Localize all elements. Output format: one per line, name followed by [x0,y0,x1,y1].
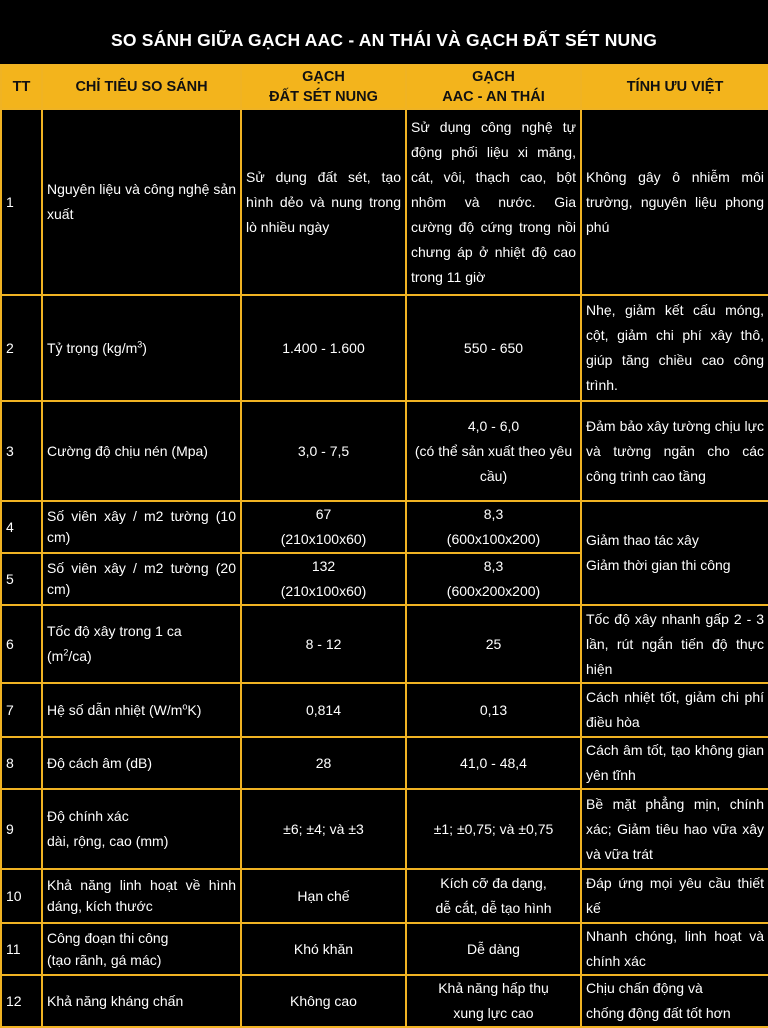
clay-value-cell: 67 (210x100x60) [241,501,406,553]
criteria-cell: Nguyên liệu và công nghệ sản xuất [42,109,241,295]
clay-value-cell: Hạn chế [241,869,406,923]
row-number: 7 [1,683,42,737]
row-number: 8 [1,737,42,789]
header-tt: TT [1,65,42,109]
criteria-cell: Độ chính xác dài, rộng, cao (mm) [42,789,241,869]
row-number: 1 [1,109,42,295]
criteria-cell: Tỷ trọng $(kg/m^3)$ [42,295,241,401]
row-number: 10 [1,869,42,923]
criteria-cell: Công đoạn thi công (tạo rãnh, gá mác) [42,923,241,975]
table-row [1,109,768,295]
comparison-table [0,64,768,1028]
aac-value-cell: 25 [406,605,581,683]
clay-value-cell: Không cao [241,975,406,1027]
aac-value-cell: 4,0 - 6,0 (có thể sản xuất theo yêu cầu) [406,401,581,501]
table-row [1,683,768,737]
advantage-cell: Bề mặt phẳng mịn, chính xác; Giảm tiêu hao vữa xây và vữa trát [581,789,768,869]
criteria-cell: Độ cách âm (dB) [42,737,241,789]
header-criteria: CHỈ TIÊU SO SÁNH [42,65,241,109]
clay-value-cell: ±6; ±4; và ±3 [241,789,406,869]
aac-value-cell: Sử dụng công nghệ tự động phối liệu xi măng, cát, vôi, thạch cao, bột nhôm và nước. Gia cường độ cứng trong nồi chưng áp ở nhiệt độ cao trong 11 giờ [406,109,581,295]
advantage-cell: Giảm thao tác xây Giảm thời gian thi công [581,501,768,605]
aac-value-cell: 8,3 (600x200x200) [406,553,581,605]
advantage-cell: Tốc độ xây nhanh gấp 2 - 3 lần, rút ngắn tiến độ thực hiện [581,605,768,683]
aac-value-cell: 550 - 650 [406,295,581,401]
table-row [1,401,768,501]
table-row [1,923,768,975]
header-aac-brick: GẠCH AAC - AN THÁI [406,65,581,109]
row-number: 11 [1,923,42,975]
advantage-cell: Không gây ô nhiễm môi trường, nguyên liệu phong phú [581,109,768,295]
page-title: SO SÁNH GIỮA GẠCH AAC - AN THÁI VÀ GẠCH ĐẤT SÉT NUNG [110,30,658,50]
aac-value-cell: 41,0 - 48,4 [406,737,581,789]
clay-value-cell: Sử dụng đất sét, tạo hình dẻo và nung trong lò nhiều ngày [241,109,406,295]
advantage-cell: Đáp ứng mọi yêu cầu thiết kế [581,869,768,923]
criteria-cell: Khả năng linh hoạt về hình dáng, kích thước [42,869,241,923]
aac-value-cell: ±1; ±0,75; và ±0,75 [406,789,581,869]
clay-value-cell: 8 - 12 [241,605,406,683]
aac-value-cell: Khả năng hấp thụ xung lực cao [406,975,581,1027]
aac-value-cell: 8,3 (600x100x200) [406,501,581,553]
table-row [1,605,768,683]
clay-value-cell: 132 (210x100x60) [241,553,406,605]
table-row [1,295,768,401]
aac-value-cell: Kích cỡ đa dạng, dễ cắt, dễ tạo hình [406,869,581,923]
table-row [1,789,768,869]
advantage-cell: Đảm bảo xây tường chịu lực và tường ngăn cho các công trình cao tầng [581,401,768,501]
table-header-row [1,65,768,109]
aac-value-cell: Dễ dàng [406,923,581,975]
row-number: 4 [1,501,42,553]
row-number: 9 [1,789,42,869]
criteria-cell: Cường độ chịu nén (Mpa) [42,401,241,501]
clay-value-cell: 1.400 - 1.600 [241,295,406,401]
advantage-cell: Chịu chấn động và chống động đất tốt hơn [581,975,768,1027]
header-clay-brick: GẠCH ĐẤT SÉT NUNG [241,65,406,109]
aac-value-cell: 0,13 [406,683,581,737]
table-row [1,975,768,1027]
advantage-cell: Cách nhiệt tốt, giảm chi phí điều hòa [581,683,768,737]
advantage-cell: Cách âm tốt, tạo không gian yên tĩnh [581,737,768,789]
criteria-cell: Số viên xây / m2 tường (10 cm) [42,501,241,553]
table-row [1,737,768,789]
criteria-cell: Tốc độ xây trong 1 ca $(m^2/ca)$ [42,605,241,683]
advantage-cell: Nhẹ, giảm kết cấu móng, cột, giảm chi phí xây thô, giúp tăng chiều cao công trình. [581,295,768,401]
criteria-cell: Khả năng kháng chấn [42,975,241,1027]
criteria-cell: Hệ số dẫn nhiệt $(W/m^oK)$ [42,683,241,737]
row-number: 3 [1,401,42,501]
clay-value-cell: 0,814 [241,683,406,737]
row-number: 2 [1,295,42,401]
row-number: 5 [1,553,42,605]
clay-value-cell: Khó khăn [241,923,406,975]
advantage-cell: Nhanh chóng, linh hoạt và chính xác [581,923,768,975]
table-row [1,501,768,553]
table-row [1,869,768,923]
row-number: 12 [1,975,42,1027]
clay-value-cell: 28 [241,737,406,789]
row-number: 6 [1,605,42,683]
clay-value-cell: 3,0 - 7,5 [241,401,406,501]
criteria-cell: Số viên xây / m2 tường (20 cm) [42,553,241,605]
header-advantage: TÍNH ƯU VIỆT [581,65,768,109]
